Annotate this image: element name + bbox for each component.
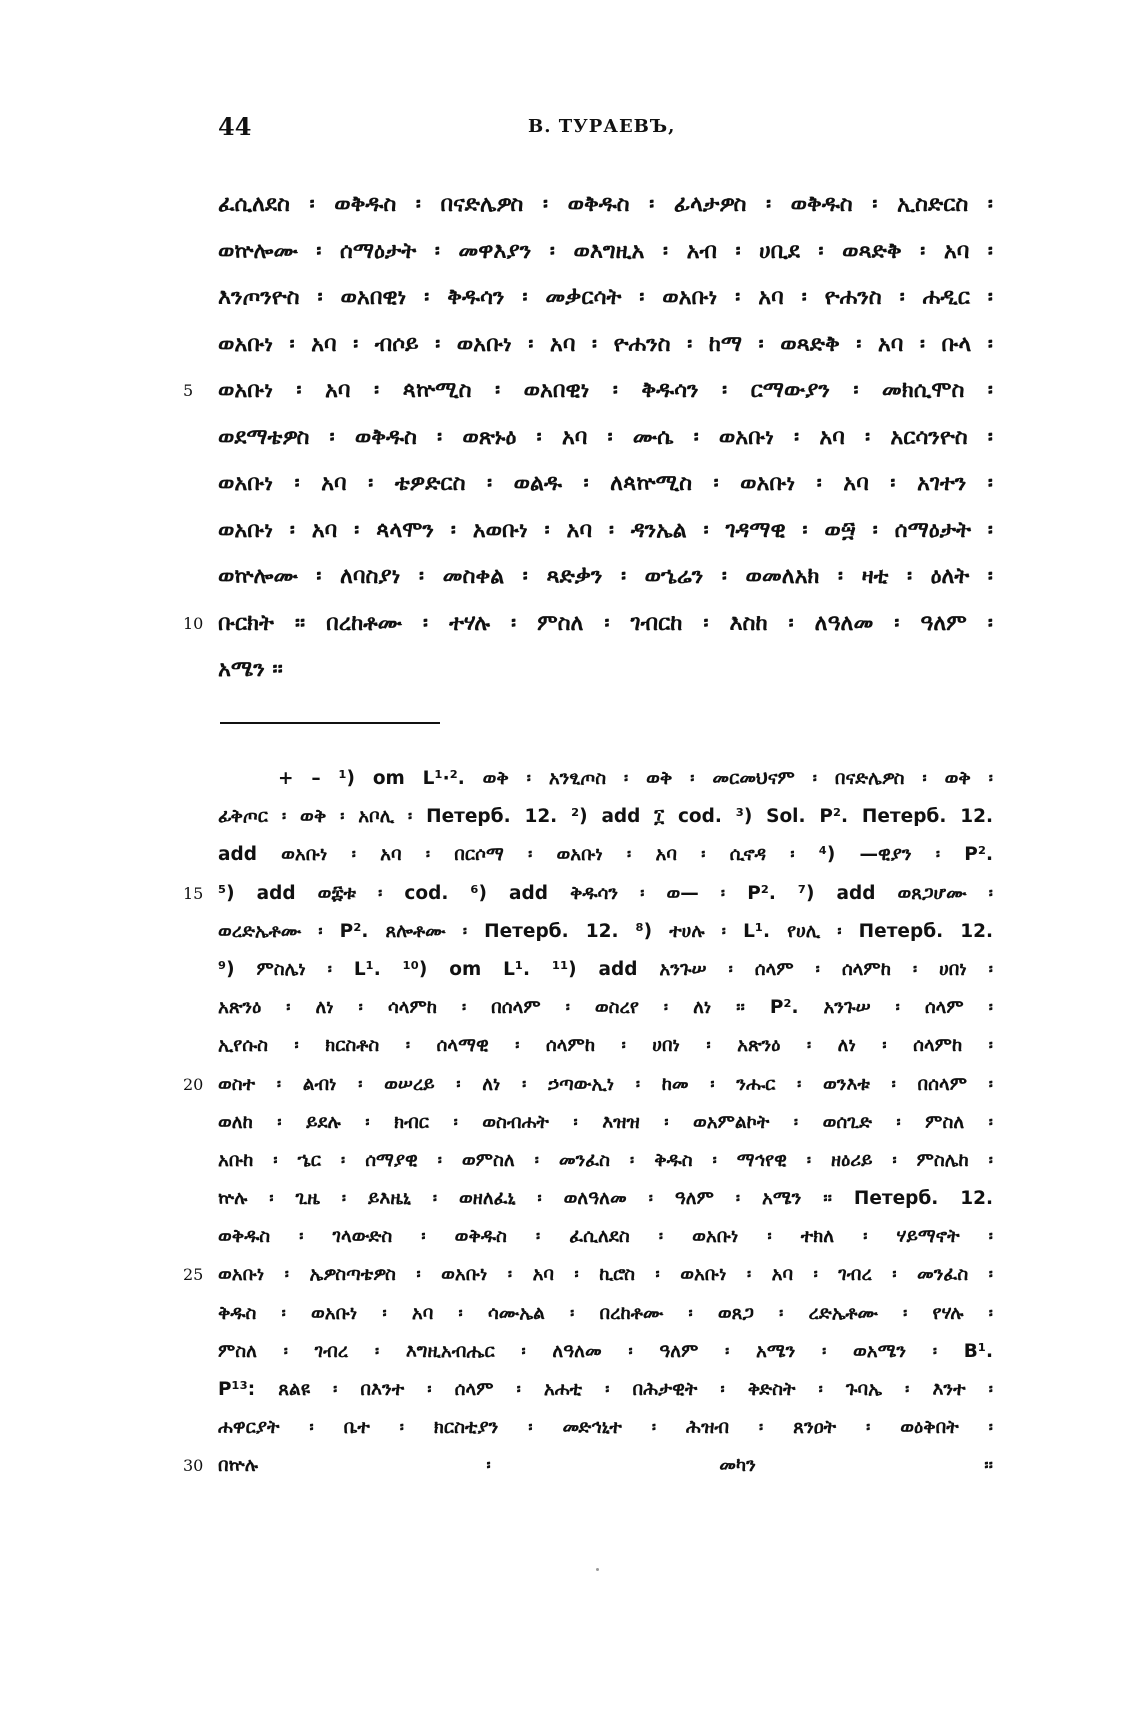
line-text: ወአቡነ ፡ አባ ፡ ቴዎድርስ ፡ ወልዱ ፡ ለጳኵሚስ ፡ ወአቡነ ፡ አባ ፡ አገተን ፡ <box>218 471 993 496</box>
line-number: 5 <box>183 381 194 400</box>
note-text: በኵሉ ፡ መካን ፡፡ <box>218 1455 993 1477</box>
note-line <box>218 1486 993 1524</box>
line-number: 15 <box>183 883 204 903</box>
line-text: እንጦንዮስ ፡ ወአበዊነ ፡ ቅዱሳን ፡ መቃርሳት ፡ ወአቡነ ፡ አባ ፡ ዮሐንስ ፡ ሐዲር ፡ <box>218 285 993 310</box>
text-line <box>218 275 993 322</box>
print-speck <box>596 1568 599 1571</box>
note-text: ⁹) ምስሌነ ፡ L¹. ¹⁰) om L¹. ¹¹) add አንጉሠ ፡ ሰላም ፡ ሰላምከ ፡ ሀበነ ፡ <box>218 958 993 980</box>
page-header <box>218 112 993 148</box>
note-line <box>218 1104 993 1142</box>
note-text: ወረድኤቶሙ ፡ P². ጸሎቶሙ ፡ Петерб. 12. ⁸) ተሀሉ ፡ L¹. የሀሊ ፡ Петерб. 12. <box>218 920 993 942</box>
line-text: ወአቡነ ፡ አባ ፡ ጳላሞን ፡ አወቡነ ፡ አባ ፡ ዳንኤል ፡ ገዳማዊ ፡ ወ፵ ፡ ሰማዕታት ፡ <box>218 517 993 543</box>
note-text: ኵሉ ፡ ጊዜ ፡ ይእዜኒ ፡ ወዘለፈኒ ፡ ወለዓለመ ፡ ዓለም ፡ አሜን ፡፡ Петерб. 12. <box>218 1188 993 1210</box>
footnote-separator <box>220 722 440 724</box>
text-line <box>218 508 993 555</box>
note-line <box>183 1447 993 1485</box>
note-text: ወስተ ፡ ልብነ ፡ ወሠረይ ፡ ለነ ፡ ኃጣውኢነ ፡ ከመ ፡ ንሑር ፡ ወንእቱ ፡ በሰላም ፡ <box>218 1073 993 1095</box>
line-text: ወአቡነ ፡ አባ ፡ ጳኵሚስ ፡ ወአበዊነ ፡ ቅዱሳን ፡ ርማውያን ፡ መክሲሞስ ፡ <box>218 378 993 403</box>
note-line <box>218 1218 993 1256</box>
running-head: В. ТУРАЕВЪ, <box>528 116 676 137</box>
note-line <box>183 1066 993 1104</box>
text-line <box>218 415 993 462</box>
line-text: አሜን ፡፡ <box>218 657 283 682</box>
note-text: ምስለ ፡ ገብረ ፡ እግዚአብሔር ፡ ለዓለመ ፡ ዓለም ፡ አሜን ፡ ወአሜን ፡ B¹. <box>218 1340 993 1362</box>
note-line <box>218 913 993 951</box>
note-line <box>218 1333 993 1371</box>
note-line <box>218 798 993 836</box>
note-text: ኢየሱስ ፡ ክርስቶስ ፡ ሰላማዊ ፡ ሰላምከ ፡ ሀበነ ፡ አጽንዕ ፡ ለነ ፡ ሰላምከ ፡ <box>218 1035 993 1057</box>
text-line <box>218 229 993 276</box>
note-line <box>218 1142 993 1180</box>
note-text: አቡከ ፡ ኄር ፡ ሰማያዊ ፡ ወምስለ ፡ መንፈስ ፡ ቅዱስ ፡ ማኅየዊ ፡ ዘዕሪይ ፡ ምስሌከ ፡ <box>218 1149 993 1171</box>
note-text: ቅዱስ ፡ ወአቡነ ፡ አባ ፡ ሳሙኤል ፡ በረከቶሙ ፡ ወጸጋ ፡ ረድኤቶሙ ፡ የሃሉ ፡ <box>218 1302 993 1324</box>
line-number: 30 <box>183 1456 204 1476</box>
note-line <box>218 836 993 874</box>
note-text: + – ¹) om L¹·². ወቅ ፡ አንፂጦስ ፡ ወቅ ፡ መርመህናም ፡ በናድሌዎስ ፡ ወቅ ፡ <box>278 768 993 789</box>
line-text: ቡርክት ፡፡ በረከቶሙ ፡ ተሃሉ ፡ ምስለ ፡ ገብርከ ፡ እስከ ፡ ለዓለመ ፡ ዓለም ፡ <box>218 610 993 636</box>
note-text: ወቅዱስ ፡ ገላውድስ ፡ ወቅዱስ ፡ ፈሲለደስ ፡ ወአቡነ ፡ ተክለ ፡ ሃይማኖት ፡ <box>218 1226 993 1248</box>
line-number: 25 <box>183 1265 204 1285</box>
line-text: ወአቡነ ፡ አባ ፡ ብሶይ ፡ ወአቡነ ፡ አባ ፡ ዮሐንስ ፡ ከማ ፡ ወጻድቅ ፡ አባ ፡ ቡላ ፡ <box>218 331 993 357</box>
note-line <box>218 1295 993 1333</box>
text-line <box>218 182 993 229</box>
note-line <box>218 989 993 1027</box>
text-line <box>218 554 993 601</box>
note-line <box>218 1180 993 1218</box>
note-text: ሐዋርያት ፡ ቤተ ፡ ክርስቲያን ፡ መድኅኒተ ፡ ሕዝብ ፡ ጸንዐት ፡ ወዕቅበት ፡ <box>218 1417 993 1439</box>
text-line <box>218 647 993 694</box>
line-text: ፈሲለደስ ፡ ወቅዱስ ፡ በናድሌዎስ ፡ ወቅዱስ ፡ ፊላታዎስ ፡ ወቅዱስ ፡ ኢስድርስ ፡ <box>218 192 993 217</box>
main-text <box>183 182 993 694</box>
note-line <box>183 1256 993 1294</box>
line-text: ወኵሎሙ ፡ ሰማዕታት ፡ መዋእያን ፡ ወእግዚአ ፡ አብ ፡ ሀቢደ ፡ ወጻድቅ ፡ አባ ፡ <box>218 238 993 264</box>
note-text: add ወአቡነ ፡ አባ ፡ በርሶማ ፡ ወአቡነ ፡ አባ ፡ ሲኖዳ ፡ ⁴) —ዊያን ፡ P². <box>218 844 993 866</box>
note-text: ወለከ ፡ ይደሉ ፡ ክብር ፡ ወስብሐት ፡ እዝዝ ፡ ወአምልኮት ፡ ወሰጊድ ፡ ምስለ ፡ <box>218 1111 993 1133</box>
note-line <box>183 875 993 913</box>
text-line <box>183 601 993 648</box>
text-line <box>218 322 993 369</box>
note-line <box>218 760 993 798</box>
text-line <box>183 368 993 415</box>
note-line <box>218 951 993 989</box>
note-text: ወአቡነ ፡ ኤዎስጣቴዎስ ፡ ወአቡነ ፡ አባ ፡ ኪሮስ ፡ ወአቡነ ፡ አባ ፡ ገብረ ፡ መንፈስ ፡ <box>218 1264 993 1286</box>
line-number: 20 <box>183 1074 204 1094</box>
footnotes <box>183 760 993 1524</box>
page-number: 44 <box>218 112 252 141</box>
note-text: P¹³: ጸልዩ ፡ በእንተ ፡ ሰላም ፡ አሐቲ ፡ በሕታዊት ፡ ቅድስት ፡ ጉባኤ ፡ እንተ ፡ <box>218 1379 993 1400</box>
note-text: አጽንዕ ፡ ለነ ፡ ሳላምከ ፡ በሰላም ፡ ወስረየ ፡ ለነ ፡፡ P². አንጉሠ ፡ ሰላም ፡ <box>218 997 993 1019</box>
line-number: 10 <box>183 613 204 633</box>
note-line <box>218 1027 993 1065</box>
line-text: ወደማቴዎስ ፡ ወቅዱስ ፡ ወጽኑዕ ፡ አባ ፡ ሙሴ ፡ ወአቡነ ፡ አባ ፡ አርሳንዮስ ፡ <box>218 424 993 450</box>
line-text: ወኵሎሙ ፡ ለባስያነ ፡ መስቀል ፡ ጻድቃን ፡ ወኄሬን ፡ ወመለአክ ፡ ዛቲ ፡ ዕለት ፡ <box>218 564 993 589</box>
note-line <box>218 1371 993 1409</box>
note-text: ⁵) add ወ፰ቱ ፡ cod. ⁶) add ቅዱሳን ፡ ወ— ፡ P². ⁷) add ወጸጋሆሙ ፡ <box>218 882 993 904</box>
note-line <box>218 1409 993 1447</box>
text-line <box>218 461 993 508</box>
note-text: ፊቅጦር ፡ ወቅ ፡ አቦሊ ፡ Петерб. 12. ²) add ፲ cod. ³) Sol. P². Петерб. 12. <box>218 806 993 828</box>
